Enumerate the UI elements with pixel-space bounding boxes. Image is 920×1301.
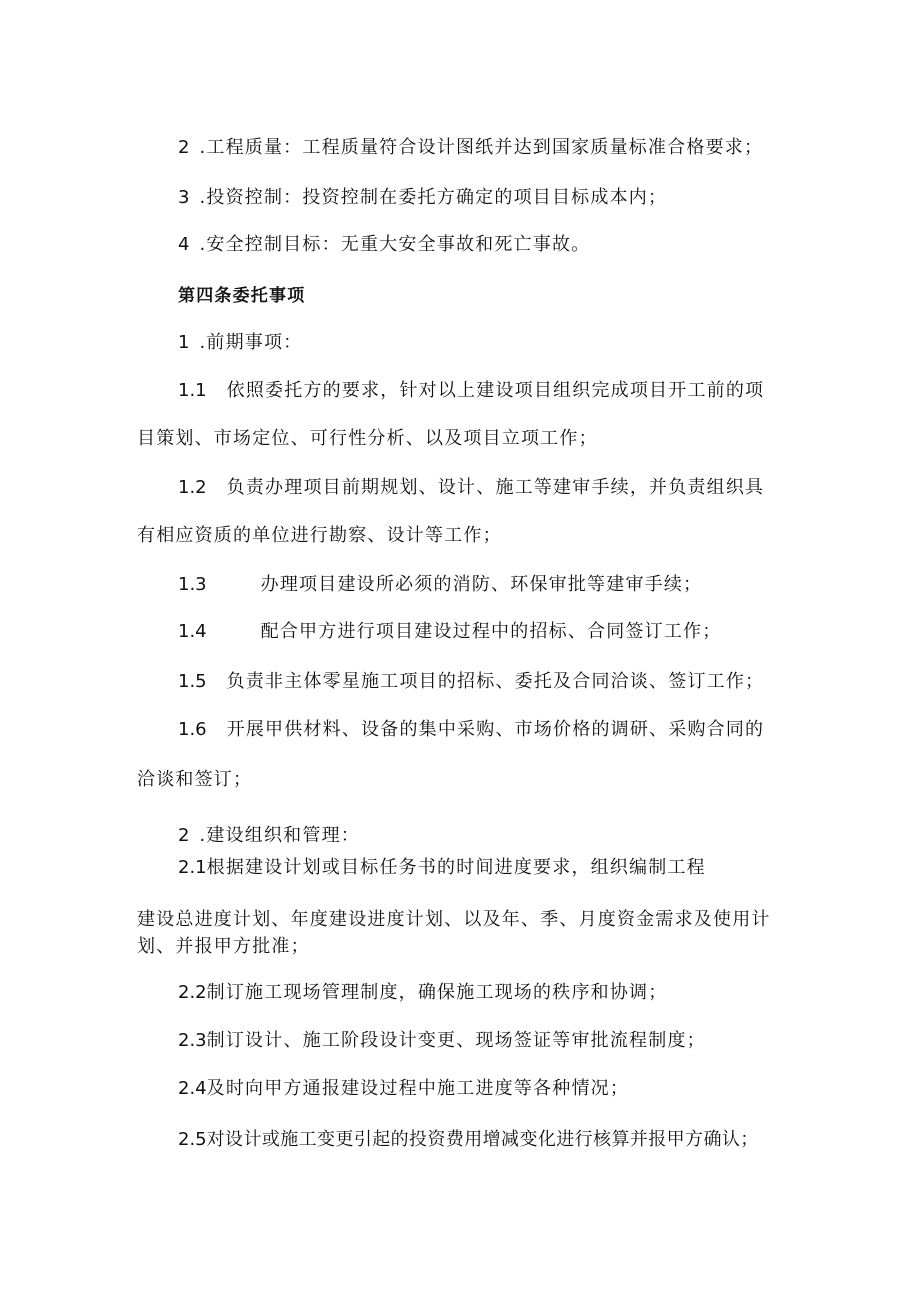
build-item-2-2-number: 2.2 — [178, 982, 207, 1003]
pre-item-1-3 — [178, 573, 702, 597]
pre-item-1-5 — [178, 670, 764, 694]
build-item-2-5 — [178, 1128, 759, 1152]
build-item-2-5-text: 对设计或施工变更引起的投资费用增减变化进行核算并报甲方确认； — [206, 1129, 759, 1150]
build-item-2-5-number: 2.5 — [178, 1129, 207, 1150]
build-item-2-4-number: 2.4 — [178, 1078, 207, 1099]
build-title — [178, 824, 360, 848]
article-4-heading: 第四条委托事项 — [178, 286, 306, 306]
goal-item-3 — [178, 186, 667, 210]
goal-item-2-number: 2 — [178, 137, 190, 158]
pre-item-1-2 — [178, 476, 764, 500]
goal-item-2-text: .工程质量：工程质量符合设计图纸并达到国家质量标准合格要求； — [199, 137, 764, 158]
build-item-2-3-text: 制订设计、施工阶段设计变更、现场签证等审批流程制度； — [206, 1030, 706, 1051]
pre-item-1-2-text: 负责办理项目前期规划、设计、施工等建审手续，并负责组织具 — [226, 477, 765, 498]
pre-item-1-1-text: 依照委托方的要求，针对以上建设项目组织完成项目开工前的项 — [226, 380, 765, 401]
goal-item-4-number: 4 — [178, 234, 190, 255]
goal-item-4-text: .安全控制目标：无重大安全事故和死亡事故。 — [199, 234, 591, 255]
goal-item-2 — [178, 136, 763, 160]
pre-phase-title-text: .前期事项： — [199, 332, 303, 353]
build-item-2-1-cont-2: 划、并报甲方批准； — [137, 936, 310, 957]
pre-item-1-4-number: 1.4 — [178, 621, 207, 642]
build-item-2-4 — [178, 1077, 629, 1101]
build-item-2-1 — [178, 856, 706, 880]
pre-item-1-3-text: 办理项目建设所必须的消防、环保审批等建审手续； — [260, 574, 703, 595]
pre-item-1-4 — [178, 620, 721, 644]
build-item-2-1-text: 根据建设计划或目标任务书的时间进度要求，组织编制工程 — [206, 857, 706, 878]
pre-item-1-1-number: 1.1 — [178, 380, 207, 401]
build-title-text: .建设组织和管理： — [199, 825, 360, 846]
pre-item-1-2-cont: 有相应资质的单位进行勘察、设计等工作； — [137, 525, 502, 546]
build-item-2-2 — [178, 981, 667, 1005]
build-item-2-4-text: 及时向甲方通报建设过程中施工进度等各种情况； — [206, 1078, 630, 1099]
pre-item-1-3-number: 1.3 — [178, 574, 207, 595]
pre-item-1-1 — [178, 379, 764, 403]
pre-item-1-6 — [178, 718, 764, 742]
pre-phase-title — [178, 331, 302, 355]
build-item-2-2-text: 制订施工现场管理制度，确保施工现场的秩序和协调； — [206, 982, 668, 1003]
build-item-2-3-number: 2.3 — [178, 1030, 207, 1051]
build-item-2-3 — [178, 1029, 706, 1053]
pre-item-1-6-cont: 洽谈和签订； — [137, 769, 253, 790]
pre-item-1-1-cont: 目策划、市场定位、可行性分析、以及项目立项工作； — [137, 428, 598, 449]
pre-item-1-4-text: 配合甲方进行项目建设过程中的招标、合同签订工作； — [260, 621, 722, 642]
goal-item-3-text: .投资控制：投资控制在委托方确定的项目目标成本内； — [199, 187, 668, 208]
pre-item-1-5-number: 1.5 — [178, 671, 207, 692]
pre-item-1-6-text: 开展甲供材料、设备的集中采购、市场价格的调研、采购合同的 — [226, 719, 765, 740]
build-item-2-1-cont: 建设总进度计划、年度建设进度计划、以及年、季、月度资金需求及使用计 — [137, 909, 771, 930]
pre-phase-title-number: 1 — [178, 332, 190, 353]
goal-item-4 — [178, 233, 590, 257]
pre-item-1-2-number: 1.2 — [178, 477, 207, 498]
build-item-2-1-number: 2.1 — [178, 857, 207, 878]
pre-item-1-5-text: 负责非主体零星施工项目的招标、委托及合同洽谈、签订工作； — [226, 671, 765, 692]
pre-item-1-6-number: 1.6 — [178, 719, 207, 740]
goal-item-3-number: 3 — [178, 187, 190, 208]
build-title-number: 2 — [178, 825, 190, 846]
